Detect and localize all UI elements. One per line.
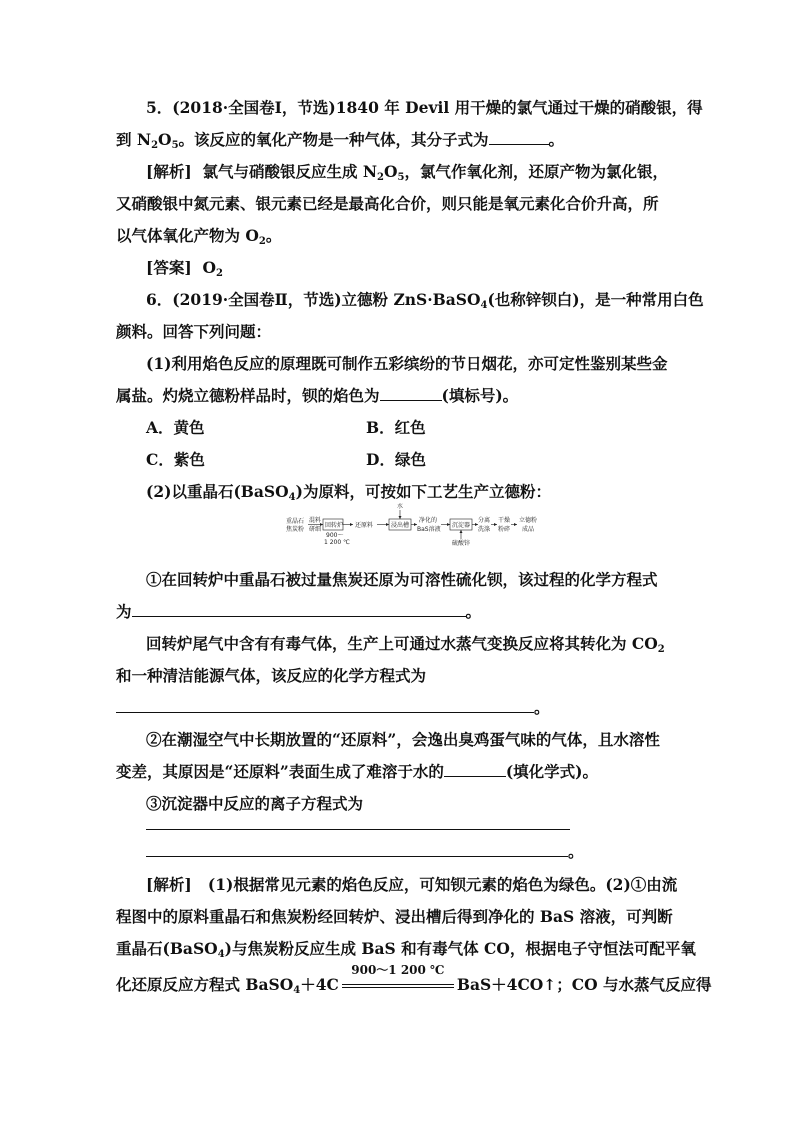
option-a: A．黄色 [146, 418, 205, 437]
flow-znso4: 硫酸锌 [452, 540, 471, 547]
answer-underline [146, 829, 570, 830]
answer-blank [380, 386, 442, 401]
process-flow-diagram [286, 503, 548, 555]
q6-sub1-line2: 为 。 [116, 602, 482, 621]
q5-answer: [答案] $O_2$ [146, 258, 223, 279]
q6-part1-line2: 属盐。灼烧立德粉样品时，钡的焰色为 (填标号)。 [116, 386, 519, 405]
q6-analysis-line2: 程图中的原料重晶石和焦炭粉经回转炉、浸出槽后得到净化的 BaS 溶液，可判断 [116, 907, 673, 926]
reaction-condition: 900～1 200 ℃ [339, 975, 457, 995]
q6-sub1-line5: 。 [116, 698, 550, 718]
q5-analysis-line3: 以气体氧化产物为 $O_2$。 [116, 226, 282, 247]
q6-sub3-line1: ③沉淀器中反应的离子方程式为 [146, 794, 364, 813]
option-b: B．红色 [366, 418, 426, 437]
flow-dry1: 干燥 [498, 517, 511, 524]
analysis-tag: [解析] [146, 875, 192, 894]
q6-analysis-line1: [解析] (1)根据常见元素的焰色反应，可知钡元素的焰色为绿色。(2)①由流 [146, 875, 678, 894]
flow-precip: 沉淀器 [452, 522, 471, 529]
flow-dry2: 粉碎 [498, 526, 511, 533]
flow-temp1: 900～ [326, 532, 344, 539]
q6-sub1-line4: 和一种清洁能源气体，该反应的化学方程式为 [116, 666, 427, 685]
q6-sub2-line2: 变差，其原因是“还原料”表面生成了难溶于水的 (填化学式)。 [116, 762, 599, 781]
q6-part2-intro: (2)以重晶石(BaSO$_4$)为原料，可按如下工艺生产立德粉： [146, 482, 551, 503]
q6-analysis-line4: 化还原反应方程式 BaSO$_4$＋4C 900～1 200 ℃ BaS＋4CO↑；CO 与水蒸气反应得 [116, 963, 712, 996]
flow-sep1: 分离 [478, 517, 491, 524]
flow-sep2: 洗涤 [478, 526, 491, 533]
flow-reduced: 还原料 [355, 522, 374, 529]
q6-sub2-line1: ②在潮湿空气中长期放置的“还原料”，会逸出臭鸡蛋气味的气体，且水溶性 [146, 730, 660, 749]
analysis-tag: [解析] [146, 162, 192, 181]
flow-prod2: 成品 [522, 526, 535, 533]
flow-temp2: 1 200 ℃ [324, 539, 350, 546]
flow-leach: 浸出槽 [391, 522, 410, 529]
q5-analysis-line1: [解析] 氯气与硝酸银反应生成 $N_2O_5$，氯气作氧化剂，还原产物为氯化银， [146, 162, 669, 183]
answer-blank [116, 698, 534, 713]
option-d: D．绿色 [366, 450, 426, 469]
q6-stem-line1: 6．(2019·全国卷Ⅱ，节选)立德粉 ZnS·BaSO$_4$(也称锌钡白)，是一种常用白色 [146, 290, 704, 311]
flow-purified1: 净化的 [419, 517, 438, 524]
flow-furnace: 回转炉 [325, 522, 344, 529]
answer-blank [146, 842, 568, 857]
flow-purified2: BaS溶液 [417, 526, 441, 533]
flow-prod1: 立德粉 [519, 517, 538, 524]
q6-sub1-line3: 回转炉尾气中含有有毒气体，生产上可通过水蒸气变换反应将其转化为 $CO_2$ [146, 634, 665, 655]
flow-mix2: 研细 [309, 526, 322, 533]
q5-analysis-line2: 又硝酸银中氮元素、银元素已经是最高化合价，则只能是氧元素化合价升高，所 [116, 194, 659, 213]
q6-analysis-line3: 重晶石(BaSO$_4$)与焦炭粉反应生成 BaS 和有毒气体 CO，根据电子守恒法可配平氧 [116, 939, 696, 960]
flow-mix1: 混料 [309, 517, 322, 524]
q6-part1-line1: (1)利用焰色反应的原理既可制作五彩缤纷的节日烟花，亦可定性鉴别某些金 [146, 354, 668, 373]
q6-sub3-line2: 。 [146, 842, 584, 862]
q5-stem-line2: 到 $N_2O_5$。该反应的氧化产物是一种气体，其分子式为 。 [116, 130, 565, 151]
q6-sub1-line1: ①在回转炉中重晶石被过量焦炭还原为可溶性硫化钡，该过程的化学方程式 [146, 570, 658, 589]
option-c: C．紫色 [146, 450, 205, 469]
answer-blank [489, 130, 549, 145]
flow-raw1: 重晶石 [286, 518, 305, 525]
answer-tag: [答案] [146, 258, 192, 277]
q6-stem-line2: 颜料。回答下列问题： [116, 322, 272, 341]
q5-stem-line1: 5．(2018·全国卷Ⅰ，节选)1840 年 Devil 用干燥的氯气通过干燥的硝酸银，得 [146, 98, 703, 117]
answer-blank [132, 602, 466, 617]
answer-blank [444, 762, 506, 777]
flow-raw2: 焦炭粉 [286, 526, 305, 533]
flow-water: 水 [397, 503, 404, 510]
